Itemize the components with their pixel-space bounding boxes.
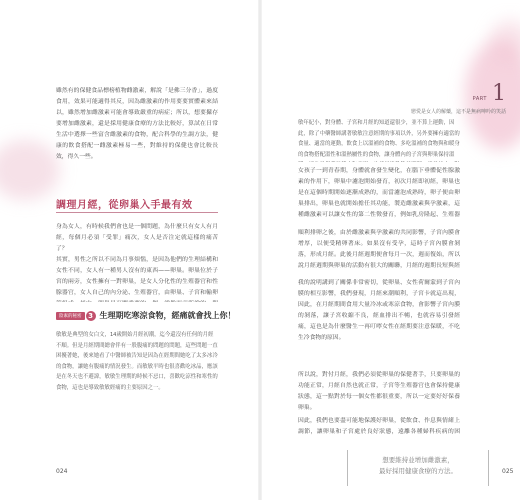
intro-paragraph: 雖然有的保健食品標榜植物雌激素，解說「是佛三分香」，過度食用，效果可能適得其反，因為雌激素的作用要要實體素來結以，雖然增加雌激素可能會導致嚴重的病症；所以，想要攝存要增加雌激素，還是採用健康食療的方法比較好，算試在日常生活中選擇一些富含雌激素的食物，配合科學的生調方法，健康的飲食搭配一雌激素極易一些，對維持的保健也會比較長效，得久一些。 bbox=[56, 88, 218, 160]
page-number-left: 024 bbox=[56, 468, 68, 475]
page-gutter bbox=[258, 0, 262, 500]
section-title-rule bbox=[56, 212, 218, 213]
paragraph-2: 女孩子一到青春期，身體就會發生變化，在腦下垂體促性腺激素的作用下，卵巢中濾泡開始發育，初次月經即初經，卵巢也是在這個時期開始逐漸成熟的，而當濾泡成熟時，卵子便由卵巢排出，卵巢也就開始擔任其功能，製造雌激素與孕激素，這種雌激素可以讓女性的第二性徵發育，例如乳房隆起、生殖器 bbox=[298, 168, 460, 218]
part-label: PART bbox=[472, 96, 487, 102]
callout-line-2: 最好採用健康食療的方法。 bbox=[379, 467, 457, 475]
paragraph-3: 順利排卵之後，由於雌激素與孕激素的共同影響，子宮內膜會增厚，以便受精卵著床。如果沒有受孕，這時子宮內膜會剝落，形成月經。此後月經週期便會每月一次，週而復始，所以說月經週期與卵巢的活動有很大的關聯，月經的週期長短與經 bbox=[298, 230, 460, 269]
note-paragraph: 敏敏是典型的女白文，14歲開始月經初潮，迄今還沒有任何的月經不順。但是月經期間總會伴有一股腹痛的問題的問題，這些問題一直困擾著她，後來她看了中醫師被告知是因為在經期間她吃了太多冰冷的食物，讓她有腹痛的情況發生。而敏敏平時也很喜歡吃冰品，應該是在冬天也不避諱，敏敏生理期的時候不忌口，喜歡吃涼性和寒性的食物，這也是導致敏敏經痛的主要原因之一。 bbox=[56, 332, 218, 391]
part-subtitle: 戀愛是女人的解藥，這不是無病呻吟的笑話 bbox=[410, 109, 506, 115]
lead-paragraph: 敏年紀小，對身體、子宮和月經的知道還很少，並不算上運動，因此，除了中藥醫師講著敏敏注意經期的事項以外，另外要擁有適當的食量、適當的運動，飲食上以溫補的食物、多吃溫補的食物與和暖身的食物搭配溫性和溫熱屬性的食物，讓身體內的子宮與卵巢保持溫 bbox=[298, 120, 460, 158]
page-number-right: 025 bbox=[502, 468, 514, 475]
paragraph-6: 因此，我們也要盡可能地保護好卵巢，從飲食、作息與情緒上調節，讓卵巢和子宮處於良好狀態，遠離各種婦科疾病的困 bbox=[298, 418, 460, 435]
secret-title: 生理期吃寒涼食物，經痛就會找上你！ bbox=[99, 311, 236, 320]
part-number: 1 bbox=[492, 81, 506, 106]
part-header bbox=[472, 81, 506, 106]
secret-heading bbox=[56, 310, 236, 321]
secret-badge: 陰素的秘密 bbox=[56, 312, 85, 320]
paragraph-4: 我的說明講到了關係非常密切，從卵巢、女性荷爾蒙到子宮內膜的相互影響，我們發現，月經來潮順利，子宮卡就這出現，因此，在月經期間食用大量冷冰或寒涼食物，會影響子宮內膜的剝落，讓子宮收縮不良，經血排出不暢，也就容易引發經痛，這也是為什麼醫生一再叮嚀女性在經期要注意保暖，不吃生冷食物的原因。 bbox=[298, 280, 460, 341]
secret-number: 3 bbox=[86, 311, 96, 321]
section-title: 調理月經，從卵巢入手最有效 bbox=[56, 200, 193, 211]
callout-quote bbox=[347, 450, 489, 486]
callout-line-1: 想要維持並增加雌激素， bbox=[382, 456, 454, 464]
body-paragraph: 身為女人，有時候我們會也是一個問題，為什麼只有女人有月經，每個月必須「受罪」痛次，女人是否注定就這樣的痛苦了？ 其實，男性之所以不同為月事煩惱，是因為他們的生理結構和女性不同，女人有一種男人沒有的東西——卵巢。卵巢位於子宮的兩旁，女性擁有一對卵巢，是女人分化性的生殖器官和性腺器官，女人自己的內分泌、生殖器官，由卵巢、子宮和輸卵 bbox=[56, 224, 218, 296]
paragraph-5: 所以說，對付月經，我們必須從卵巢的保健著手，只要卵巢的功能正常，月經自然也就正常，子宮等生殖器官也會保持健康狀態，這一點對於每一個女性都很重要，所以一定要好好保養卵巢。 bbox=[298, 372, 460, 411]
